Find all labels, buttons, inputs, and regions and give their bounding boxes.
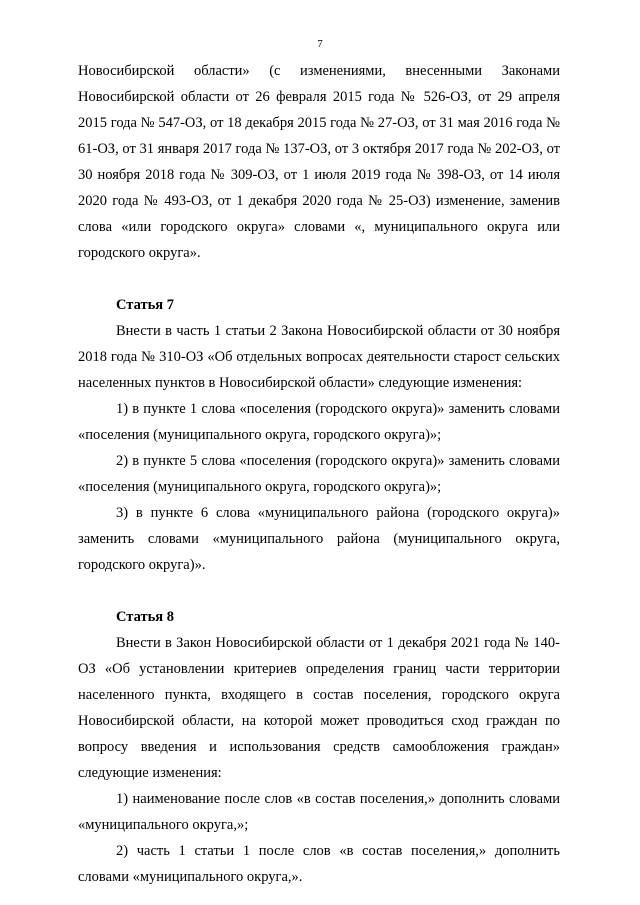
article-7-item-1: 1) в пункте 1 слова «поселения (городского округа)» заменить словами «поселения (муниципального округа, городского округа)»; [78,401,560,443]
article-8-heading: Статья 8 [116,609,174,625]
article-8-item-2: 2) часть 1 статьи 1 после слов «в состав поселения,» дополнить словами «муниципального округа,». [78,843,560,885]
spacer [78,578,560,604]
article-8-paragraph: Внести в Закон Новосибирской области от 1 декабря 2021 года № 140-ОЗ «Об установлении критериев определения границ части территории населенного пункта, входящего в состав поселения, городского округа Новосибирской области, на которой может проводиться сход граждан по вопросу введения и использования средств самообложения граждан» следующие изменения: [78,635,560,781]
page-number: 7 [317,38,323,50]
document-body [78,58,560,890]
article-7-paragraph: Внести в часть 1 статьи 2 Закона Новосибирской области от 30 ноября 2018 года № 310-ОЗ «Об отдельных вопросах деятельности старост сельских населенных пунктов в Новосибирской области» следующие изменения: [78,323,560,391]
article-7-item-3: 3) в пункте 6 слова «муниципального района (городского округа)» заменить словами «муниципального района (муниципального округа, городского округа)». [78,505,560,573]
intro-paragraph: Новосибирской области» (с изменениями, внесенными Законами Новосибирской области от 26 февраля 2015 года № 526-ОЗ, от 29 апреля 2015 года № 547-ОЗ, от 18 декабря 2015 года № 27-ОЗ, от 31 мая 2016 года № 61-ОЗ, от 31 января 2017 года № 137-ОЗ, от 3 октября 2017 года № 202-ОЗ, от 30 ноября 2018 года № 309-ОЗ, от 1 июля 2019 года № 398-ОЗ, от 14 июля 2020 года № 493-ОЗ, от 1 декабря 2020 года № 25-ОЗ) изменение, заменив слова «или городского округа» словами «, муниципального округа или городского округа». [78,63,560,261]
article-8-item-1: 1) наименование после слов «в состав поселения,» дополнить словами «муниципального округа,»; [78,791,560,833]
article-7-item-2: 2) в пункте 5 слова «поселения (городского округа)» заменить словами «поселения (муниципального округа, городского округа)»; [78,453,560,495]
spacer [78,266,560,292]
article-7-heading: Статья 7 [116,297,174,313]
